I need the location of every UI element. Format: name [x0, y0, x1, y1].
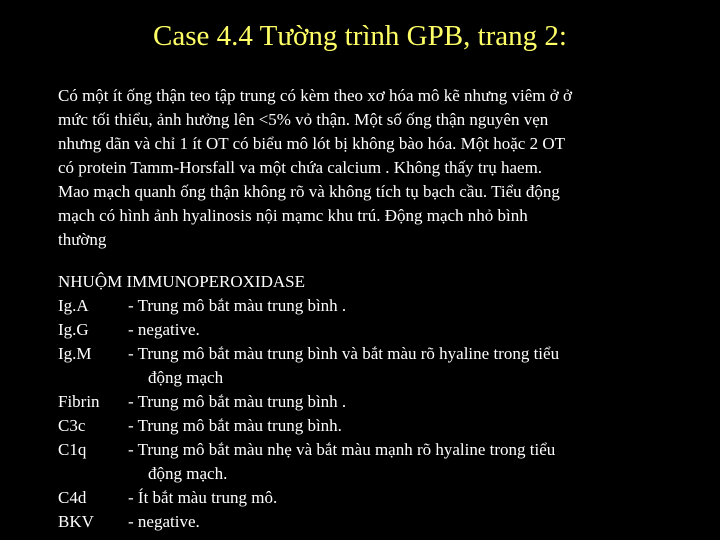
stain-results-section — [58, 270, 678, 534]
stain-name: Ig.M — [58, 344, 92, 363]
stain-row-c4d — [58, 486, 678, 510]
stain-row-fibrin — [58, 390, 678, 414]
paragraph-line: mạch có hình ảnh hyalinosis nội mạmc khu trú. Động mạch nhỏ bình — [58, 206, 528, 225]
stain-result — [128, 294, 346, 318]
stain-heading: NHUỘM IMMUNOPEROXIDASE — [58, 272, 305, 291]
stain-result-text: - Trung mô bắt màu trung bình . — [128, 296, 347, 315]
stain-result — [128, 414, 342, 438]
stain-result — [128, 318, 200, 342]
paragraph-line: Có một ít ống thận teo tập trung có kèm theo xơ hóa mô kẽ nhưng viêm ở ở — [58, 86, 572, 105]
stain-row-bkv — [58, 510, 678, 534]
paragraph-line: Mao mạch quanh ống thận không rõ và không tích tụ bạch cầu. Tiểu động — [58, 182, 560, 201]
paragraph-line: nhưng dãn và chỉ 1 ít OT có biểu mô lót bị không bào hóa. Một hoặc 2 OT — [58, 134, 566, 153]
stain-name: C3c — [58, 416, 86, 435]
stain-row-c3c — [58, 414, 678, 438]
stain-result-text: - Ít bắt màu trung mô. — [128, 488, 278, 507]
stain-row-iga — [58, 294, 678, 318]
stain-name: Ig.G — [58, 320, 89, 339]
stain-result-continuation: động mạch. — [148, 464, 228, 483]
stain-name: C1q — [58, 440, 87, 459]
stain-result — [128, 510, 200, 534]
stain-result-text: - negative. — [128, 512, 200, 531]
stain-row-igg — [58, 318, 678, 342]
paragraph-line: thường — [58, 230, 107, 249]
stain-result-text: - Trung mô bắt màu trung bình . — [128, 392, 347, 411]
findings-paragraph — [58, 84, 678, 252]
stain-result — [128, 390, 346, 414]
stain-row-c1q — [58, 438, 678, 486]
stain-result-continuation: động mạch — [148, 368, 224, 387]
stain-result-text: - Trung mô bắt màu nhẹ và bắt màu mạnh rõ hyaline trong tiểu — [128, 440, 556, 459]
slide-title: Case 4.4 Tường trình GPB, trang 2: — [153, 20, 567, 52]
stain-result-text: - Trung mô bắt màu trung bình và bắt màu rõ hyaline trong tiểu — [128, 344, 560, 363]
stain-name: Ig.A — [58, 296, 89, 315]
stain-result — [128, 486, 277, 510]
paragraph-line: mức tối thiểu, ảnh hưởng lên <5% vỏ thận. Một số ống thận nguyên vẹn — [58, 110, 549, 129]
stain-name: C4d — [58, 488, 87, 507]
paragraph-line: có protein Tamm-Horsfall va một chứa calcium . Không thấy trụ haem. — [58, 158, 543, 177]
stain-result-text: - Trung mô bắt màu trung bình. — [128, 416, 342, 435]
stain-name: BKV — [58, 512, 94, 531]
stain-result — [128, 438, 555, 486]
stain-result — [128, 342, 559, 390]
stain-result-text: - negative. — [128, 320, 200, 339]
stain-row-igm — [58, 342, 678, 390]
stain-name: Fibrin — [58, 392, 100, 411]
